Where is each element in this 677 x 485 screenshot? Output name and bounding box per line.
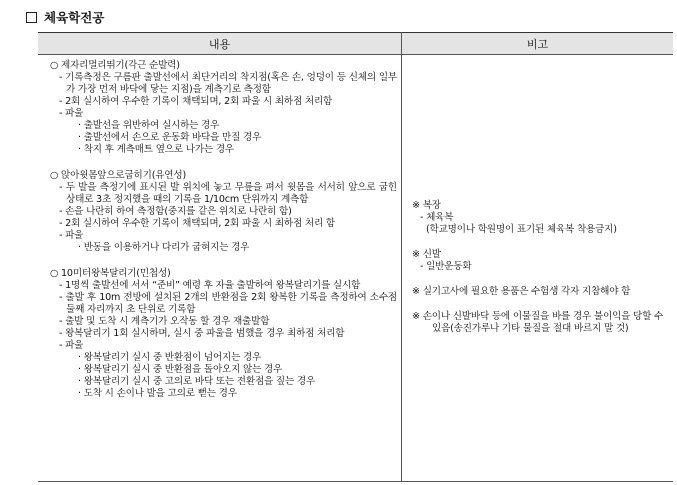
notes-cell	[402, 55, 674, 482]
sub-bullet-item: · 반동을 이용하거나 다리가 굽혀지는 경우	[78, 242, 250, 253]
note-item: - 체육복	[420, 212, 454, 223]
sub-bullet-item: · 착지 후 계측매트 옆으로 나가는 경우	[78, 144, 234, 155]
bullet-item: - 2회 실시하여 우수한 기록이 채택되며, 2회 파울 시 최하점 처리 함	[59, 218, 335, 229]
content-section	[38, 60, 401, 156]
header-content: 내용	[38, 33, 402, 55]
bullet-item: - 손을 나란히 하여 측정함(중지를 같은 위치로 나란히 함)	[59, 206, 292, 217]
section-title: ○ 10미터왕복달리기(민첩성)	[50, 268, 171, 279]
bullet-item: - 출발 및 도착 시 계측기가 오작동 할 경우 재출발함	[59, 316, 270, 327]
table-row	[38, 55, 673, 482]
note-item: - 일반운동화	[420, 261, 472, 272]
note-heading: ※ 손이나 신발바닥 등에 이물질을 바를 경우 불이익을 당할 수 있음(송진가루나 기타 물질을 절대 바르지 말 것)	[412, 311, 664, 334]
bullet-item: - 출발 후 10m 전방에 설치된 2개의 반환점을 2회 왕복한 기록을 측정하여 소수점 둘째 자리까지 초 단위로 기록함	[59, 292, 397, 315]
sub-bullet-item: · 왕복달리기 실시 중 고의로 바닥 또는 전환점을 짚는 경우	[78, 376, 316, 387]
bullet-item: - 파울	[59, 108, 84, 119]
sub-bullet-item: · 왕복달리기 실시 중 반환점을 돌아오지 않는 경우	[78, 364, 283, 375]
exam-table	[38, 32, 673, 482]
notes-column	[402, 55, 673, 335]
sub-bullet-item: · 출발선에서 손으로 운동화 바닥을 만질 경우	[78, 132, 262, 143]
note-block	[402, 286, 673, 298]
bullet-item: - 왕복달리기 1회 실시하며, 실시 중 파울을 범했을 경우 최하점 처리함	[59, 328, 345, 339]
content-section	[38, 268, 401, 400]
section-heading	[26, 8, 104, 26]
section-heading-text: 체육학전공	[44, 10, 105, 25]
content-cell	[38, 55, 402, 482]
note-heading: ※ 실기고사에 필요한 용품은 수험생 각자 지참해야 함	[412, 286, 631, 297]
content-column	[38, 60, 401, 400]
note-heading: ※ 복장	[412, 200, 441, 211]
section-title: ○ 앉아윗몸앞으로굽히기(유연성)	[50, 170, 186, 181]
note-block	[402, 249, 673, 273]
bullet-item: - 기록측정은 구름판 출발선에서 최단거리의 착지점(혹은 손, 엉덩이 등 신체의 일부가 가장 먼저 바닥에 닿는 지점)을 계측기로 측정함	[59, 72, 397, 95]
note-block	[402, 311, 673, 335]
sub-bullet-item: · 출발선을 위반하여 실시하는 경우	[78, 120, 220, 131]
bullet-item: - 두 발을 측정기에 표시된 발 위치에 놓고 무릎을 펴서 윗몸을 서서히 앞으로 굽힌 상태로 3초 정지했을 때의 기록을 1/10cm 단위까지 계측함	[59, 182, 397, 205]
bullet-item: - 1명씩 출발선에 서서 “준비” 예령 후 자율 출발하여 왕복달리기를 실시함	[59, 280, 361, 291]
note-block	[402, 200, 673, 236]
bullet-item: - 파울	[59, 230, 84, 241]
note-heading: ※ 신발	[412, 249, 441, 260]
header-notes: 비고	[402, 33, 674, 55]
sub-bullet-item: · 왕복달리기 실시 중 반환점이 넘어지는 경우	[78, 352, 262, 363]
section-title: ○ 제자리멀리뛰기(각근 순발력)	[50, 60, 180, 71]
sub-bullet-item: · 도착 시 손이나 발을 고의로 뻗는 경우	[78, 388, 237, 399]
checkbox-square-icon	[26, 12, 37, 23]
note-item: (학교명이나 학원명이 표기된 체육복 착용금지)	[426, 224, 617, 235]
content-section	[38, 170, 401, 254]
table-header-row	[38, 33, 673, 55]
bullet-item: - 파울	[59, 340, 84, 351]
bullet-item: - 2회 실시하여 우수한 기록이 채택되며, 2회 파울 시 최하점 처리함	[59, 96, 333, 107]
